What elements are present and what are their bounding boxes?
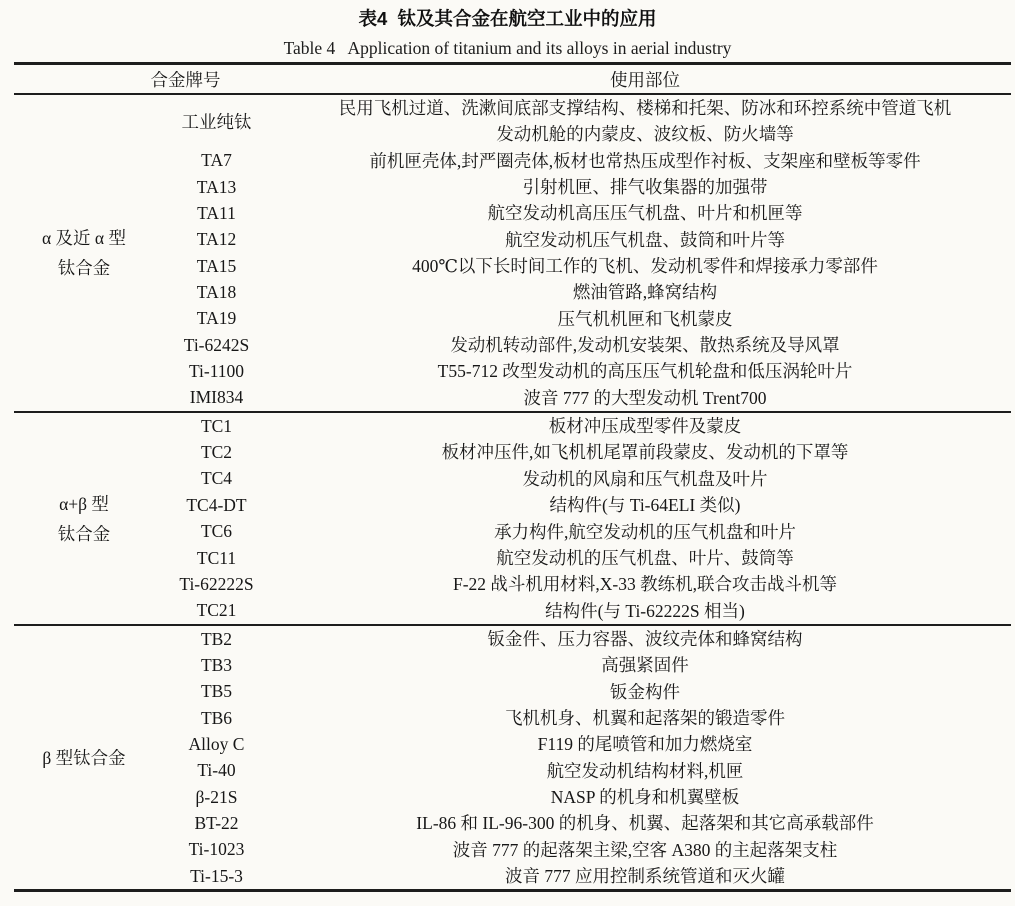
table-row (154, 439, 1011, 465)
table-title-en: Table 4 Application of titanium and its alloys in aerial industry (283, 38, 732, 58)
usage-cell (279, 174, 1011, 200)
usage-line: 航空发动机压气机盘、鼓筒和叶片等 (505, 229, 785, 250)
usage-line: 航空发动机结构材料,机匣 (546, 760, 744, 781)
usage-line: F-22 战斗机用材料,X-33 教练机,联合攻击战斗机等 (452, 574, 838, 595)
group-label (14, 626, 154, 889)
usage-cell (279, 545, 1011, 571)
usage-line: 钣金构件 (610, 681, 680, 702)
usage-cell (279, 358, 1011, 384)
table-header-row (14, 65, 1011, 95)
table-row (154, 174, 1011, 200)
header-usage: 使用部位 (610, 69, 680, 90)
alloy-grade-cell: TC1 (200, 415, 233, 436)
usage-cell (279, 571, 1011, 597)
table-row (154, 279, 1011, 305)
usage-cell (279, 253, 1011, 279)
alloy-grade-cell: TA18 (196, 282, 237, 303)
alloy-grade-cell: 工业纯钛 (181, 111, 252, 132)
usage-line: 结构件(与 Ti-64ELI 类似) (549, 495, 741, 516)
alloy-group-3 (14, 624, 1011, 889)
usage-cell (279, 837, 1011, 863)
table-row (154, 652, 1011, 678)
alloy-grade-cell: Ti-15-3 (190, 865, 243, 886)
group-label-line: α 及近 α 型 (42, 228, 126, 249)
usage-line: 高强紧固件 (601, 655, 689, 676)
table-row (154, 385, 1011, 411)
usage-line: 波音 777 的大型发动机 Trent700 (523, 387, 767, 408)
table-row (154, 731, 1011, 757)
usage-cell (279, 626, 1011, 652)
usage-line: 民用飞机过道、洗漱间底部支撑结构、楼梯和托架、防冰和环控系统中管道飞机 (338, 98, 952, 118)
table-title-zh: 表4 钛及其合金在航空工业中的应用 (358, 8, 657, 29)
usage-cell (279, 492, 1011, 518)
alloy-grade-cell: TA12 (196, 229, 237, 250)
alloy-grade-cell: Ti-62222S (179, 573, 254, 594)
usage-cell (279, 705, 1011, 731)
usage-cell (279, 466, 1011, 492)
usage-cell (279, 679, 1011, 705)
header-alloy-grade: 合金牌号 (150, 69, 221, 90)
alloy-grade-cell: TA11 (197, 203, 236, 224)
table-row (154, 837, 1011, 863)
usage-line: 压气机机匣和飞机蒙皮 (557, 308, 733, 329)
usage-cell (279, 413, 1011, 439)
usage-line: 航空发动机的压气机盘、叶片、鼓筒等 (496, 547, 794, 568)
table-row (154, 598, 1011, 624)
usage-cell (279, 227, 1011, 253)
table-row (154, 705, 1011, 731)
usage-line: 发动机的风扇和压气机盘及叶片 (522, 468, 768, 489)
alloy-grade-cell: Alloy C (188, 733, 245, 754)
usage-cell (279, 519, 1011, 545)
alloy-grade-cell: TA7 (201, 150, 232, 171)
table-row (154, 227, 1011, 253)
alloy-group-2 (14, 411, 1011, 624)
group-rows (154, 413, 1011, 624)
table-row (154, 95, 1011, 148)
alloy-grade-cell: TB5 (200, 681, 233, 702)
group-rows (154, 626, 1011, 889)
alloy-grade-cell: β-21S (195, 786, 238, 807)
usage-line: 承力构件,航空发动机的压气机盘和叶片 (494, 521, 796, 542)
usage-cell (279, 784, 1011, 810)
usage-cell (279, 439, 1011, 465)
usage-cell (279, 731, 1011, 757)
usage-line: 前机匣壳体,封严圈壳体,板材也常热压成型作衬板、支架座和壁板等零件 (369, 150, 921, 171)
table-caption (0, 0, 1015, 59)
usage-line: T55-712 改型发动机的高压压气机轮盘和低压涡轮叶片 (437, 361, 853, 382)
usage-line: 板材冲压成型零件及蒙皮 (548, 416, 742, 437)
table-row (154, 413, 1011, 439)
usage-line: 波音 777 的起落架主梁,空客 A380 的主起落架支柱 (452, 839, 838, 860)
alloy-grade-cell: TC6 (200, 521, 233, 542)
alloy-grade-cell: TB6 (200, 707, 233, 728)
usage-cell (279, 95, 1011, 148)
alloy-grade-cell: Ti-1023 (188, 839, 245, 860)
table-row (154, 679, 1011, 705)
usage-line: 发动机转动部件,发动机安装架、散热系统及导风罩 (450, 335, 840, 356)
table-row (154, 626, 1011, 652)
usage-line: 航空发动机高压压气机盘、叶片和机匣等 (487, 203, 803, 224)
group-label-line: 钛合金 (57, 258, 111, 279)
group-label-line: α+β 型 (59, 493, 109, 514)
table-row (154, 784, 1011, 810)
usage-cell (279, 148, 1011, 174)
usage-line: 燃油管路,蜂窝结构 (572, 282, 718, 303)
usage-line: NASP 的机身和机翼壁板 (550, 786, 740, 807)
table-row (154, 519, 1011, 545)
usage-cell (279, 598, 1011, 624)
application-table (14, 62, 1011, 892)
usage-cell (279, 652, 1011, 678)
usage-line: 400℃以下长时间工作的飞机、发动机零件和焊接承力零部件 (412, 256, 878, 277)
table-row (154, 358, 1011, 384)
group-label-line: β 型钛合金 (42, 747, 126, 768)
group-label-line: 钛合金 (57, 523, 111, 544)
usage-cell (279, 306, 1011, 332)
table-row (154, 571, 1011, 597)
usage-line: 飞机机身、机翼和起落架的锻造零件 (505, 707, 785, 728)
alloy-grade-cell: IMI834 (189, 387, 244, 408)
alloy-group-1 (14, 95, 1011, 411)
alloy-grade-cell: Ti-1100 (188, 361, 245, 382)
alloy-grade-cell: TC2 (200, 442, 233, 463)
usage-line: IL-86 和 IL-96-300 的机身、机翼、起落架和其它高承载部件 (416, 813, 874, 834)
table-row (154, 200, 1011, 226)
alloy-grade-cell: Ti-40 (197, 760, 236, 781)
table-row (154, 810, 1011, 836)
usage-cell (279, 279, 1011, 305)
usage-cell (279, 332, 1011, 358)
alloy-grade-cell: BT-22 (194, 812, 239, 833)
alloy-grade-cell: TB3 (200, 654, 233, 675)
usage-cell (279, 758, 1011, 784)
table-row (154, 306, 1011, 332)
alloy-grade-cell: TC4-DT (186, 494, 247, 515)
table-row (154, 545, 1011, 571)
table-row (154, 253, 1011, 279)
table-row (154, 148, 1011, 174)
usage-cell (279, 200, 1011, 226)
table-row (154, 466, 1011, 492)
usage-line: F119 的尾喷管和加力燃烧室 (537, 734, 753, 755)
usage-line: 板材冲压件,如飞机机尾罩前段蒙皮、发动机的下罩等 (441, 442, 849, 463)
group-label (14, 95, 154, 411)
alloy-grade-cell: TC4 (200, 468, 233, 489)
alloy-grade-cell: TC21 (196, 600, 237, 621)
alloy-grade-cell: Ti-6242S (183, 334, 250, 355)
group-rows (154, 95, 1011, 411)
alloy-grade-cell: TB2 (200, 628, 233, 649)
group-label (14, 413, 154, 624)
alloy-grade-cell: TA13 (196, 176, 237, 197)
alloy-grade-cell: TA15 (196, 255, 237, 276)
usage-line: 钣金件、压力容器、波纹壳体和蜂窝结构 (487, 628, 803, 649)
table-row (154, 758, 1011, 784)
usage-line: 结构件(与 Ti-62222S 相当) (545, 600, 745, 621)
alloy-grade-cell: TC11 (196, 547, 237, 568)
usage-cell (279, 385, 1011, 411)
usage-line: 波音 777 应用控制系统管道和灭火罐 (505, 865, 785, 886)
usage-cell (279, 810, 1011, 836)
table-row (154, 332, 1011, 358)
table-row (154, 863, 1011, 889)
usage-line: 发动机舱的内蒙皮、波纹板、防火墙等 (496, 124, 794, 145)
table-row (154, 492, 1011, 518)
usage-cell (279, 863, 1011, 889)
alloy-grade-cell: TA19 (196, 308, 237, 329)
usage-line: 引射机匣、排气收集器的加强带 (522, 177, 768, 198)
table-body (14, 95, 1011, 889)
